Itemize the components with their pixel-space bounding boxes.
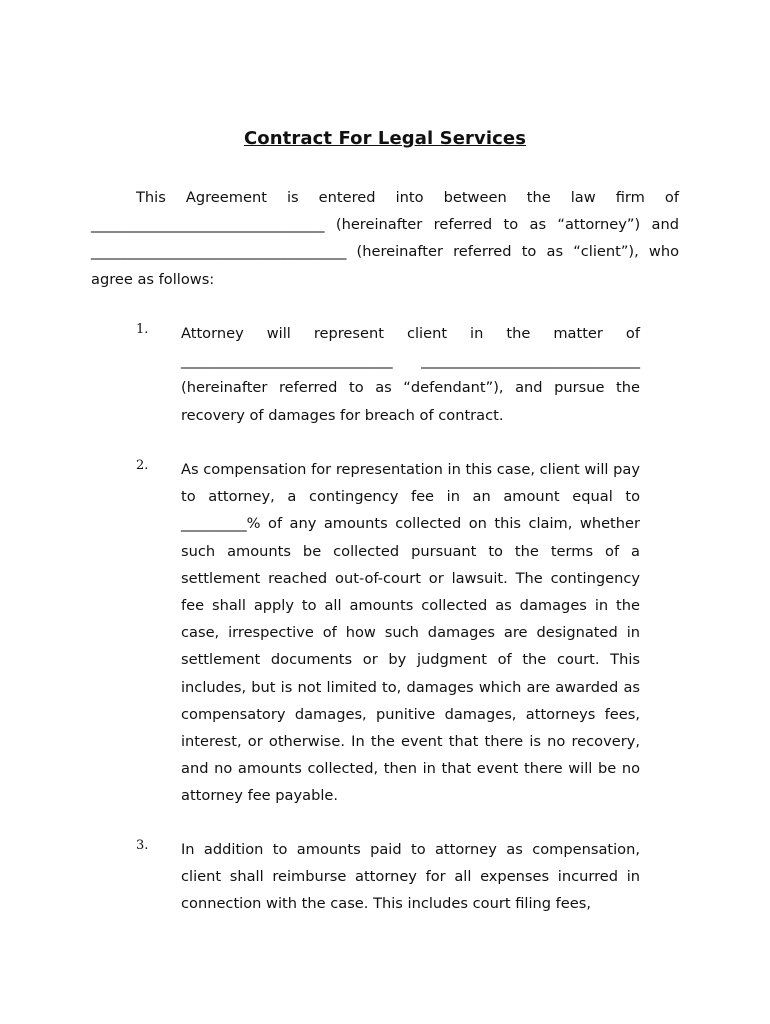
item-number: 3.	[136, 838, 149, 853]
item-text-block	[181, 836, 640, 918]
item-text-block	[181, 320, 640, 429]
item-number: 1.	[136, 322, 149, 337]
intro-paragraph: This Agreement is entered into between the law firm of ________________________________ (hereinafter referred to as “attorney”) and ___________________________________ (hereinafter referred to as “client”), who agree as follows:	[91, 189, 679, 288]
item-text: Attorney will represent client in the matter of _____________________________ ______________________________ (hereinafter referred to as “defendant”), and pursue the recovery of damages for breach of contract.	[181, 325, 640, 424]
item-number: 2.	[136, 458, 149, 473]
item-text: As compensation for representation in this case, client will pay to attorney, a contingency fee in an amount equal to _________% of any amounts collected on this claim, whether such amounts be collected pursuant to the terms of a settlement reached out-of-court or lawsuit. The contingency fee shall apply to all amounts collected as damages in the case, irrespective of how such damages are designated in settlement documents or by judgment of the court. This includes, but is not limited to, damages which are awarded as compensatory damages, punitive damages, attorneys fees, interest, or otherwise. In the event that there is no recovery, and no amounts collected, then in that event there will be no attorney fee payable.	[181, 461, 640, 805]
intro-paragraph-block	[91, 184, 679, 293]
item-text: In addition to amounts paid to attorney as compensation, client shall reimburse attorney for all expenses incurred in connection with the case. This includes court filing fees,	[181, 841, 640, 913]
item-text-block	[181, 456, 640, 810]
document-title: Contract For Legal Services	[243, 128, 527, 149]
